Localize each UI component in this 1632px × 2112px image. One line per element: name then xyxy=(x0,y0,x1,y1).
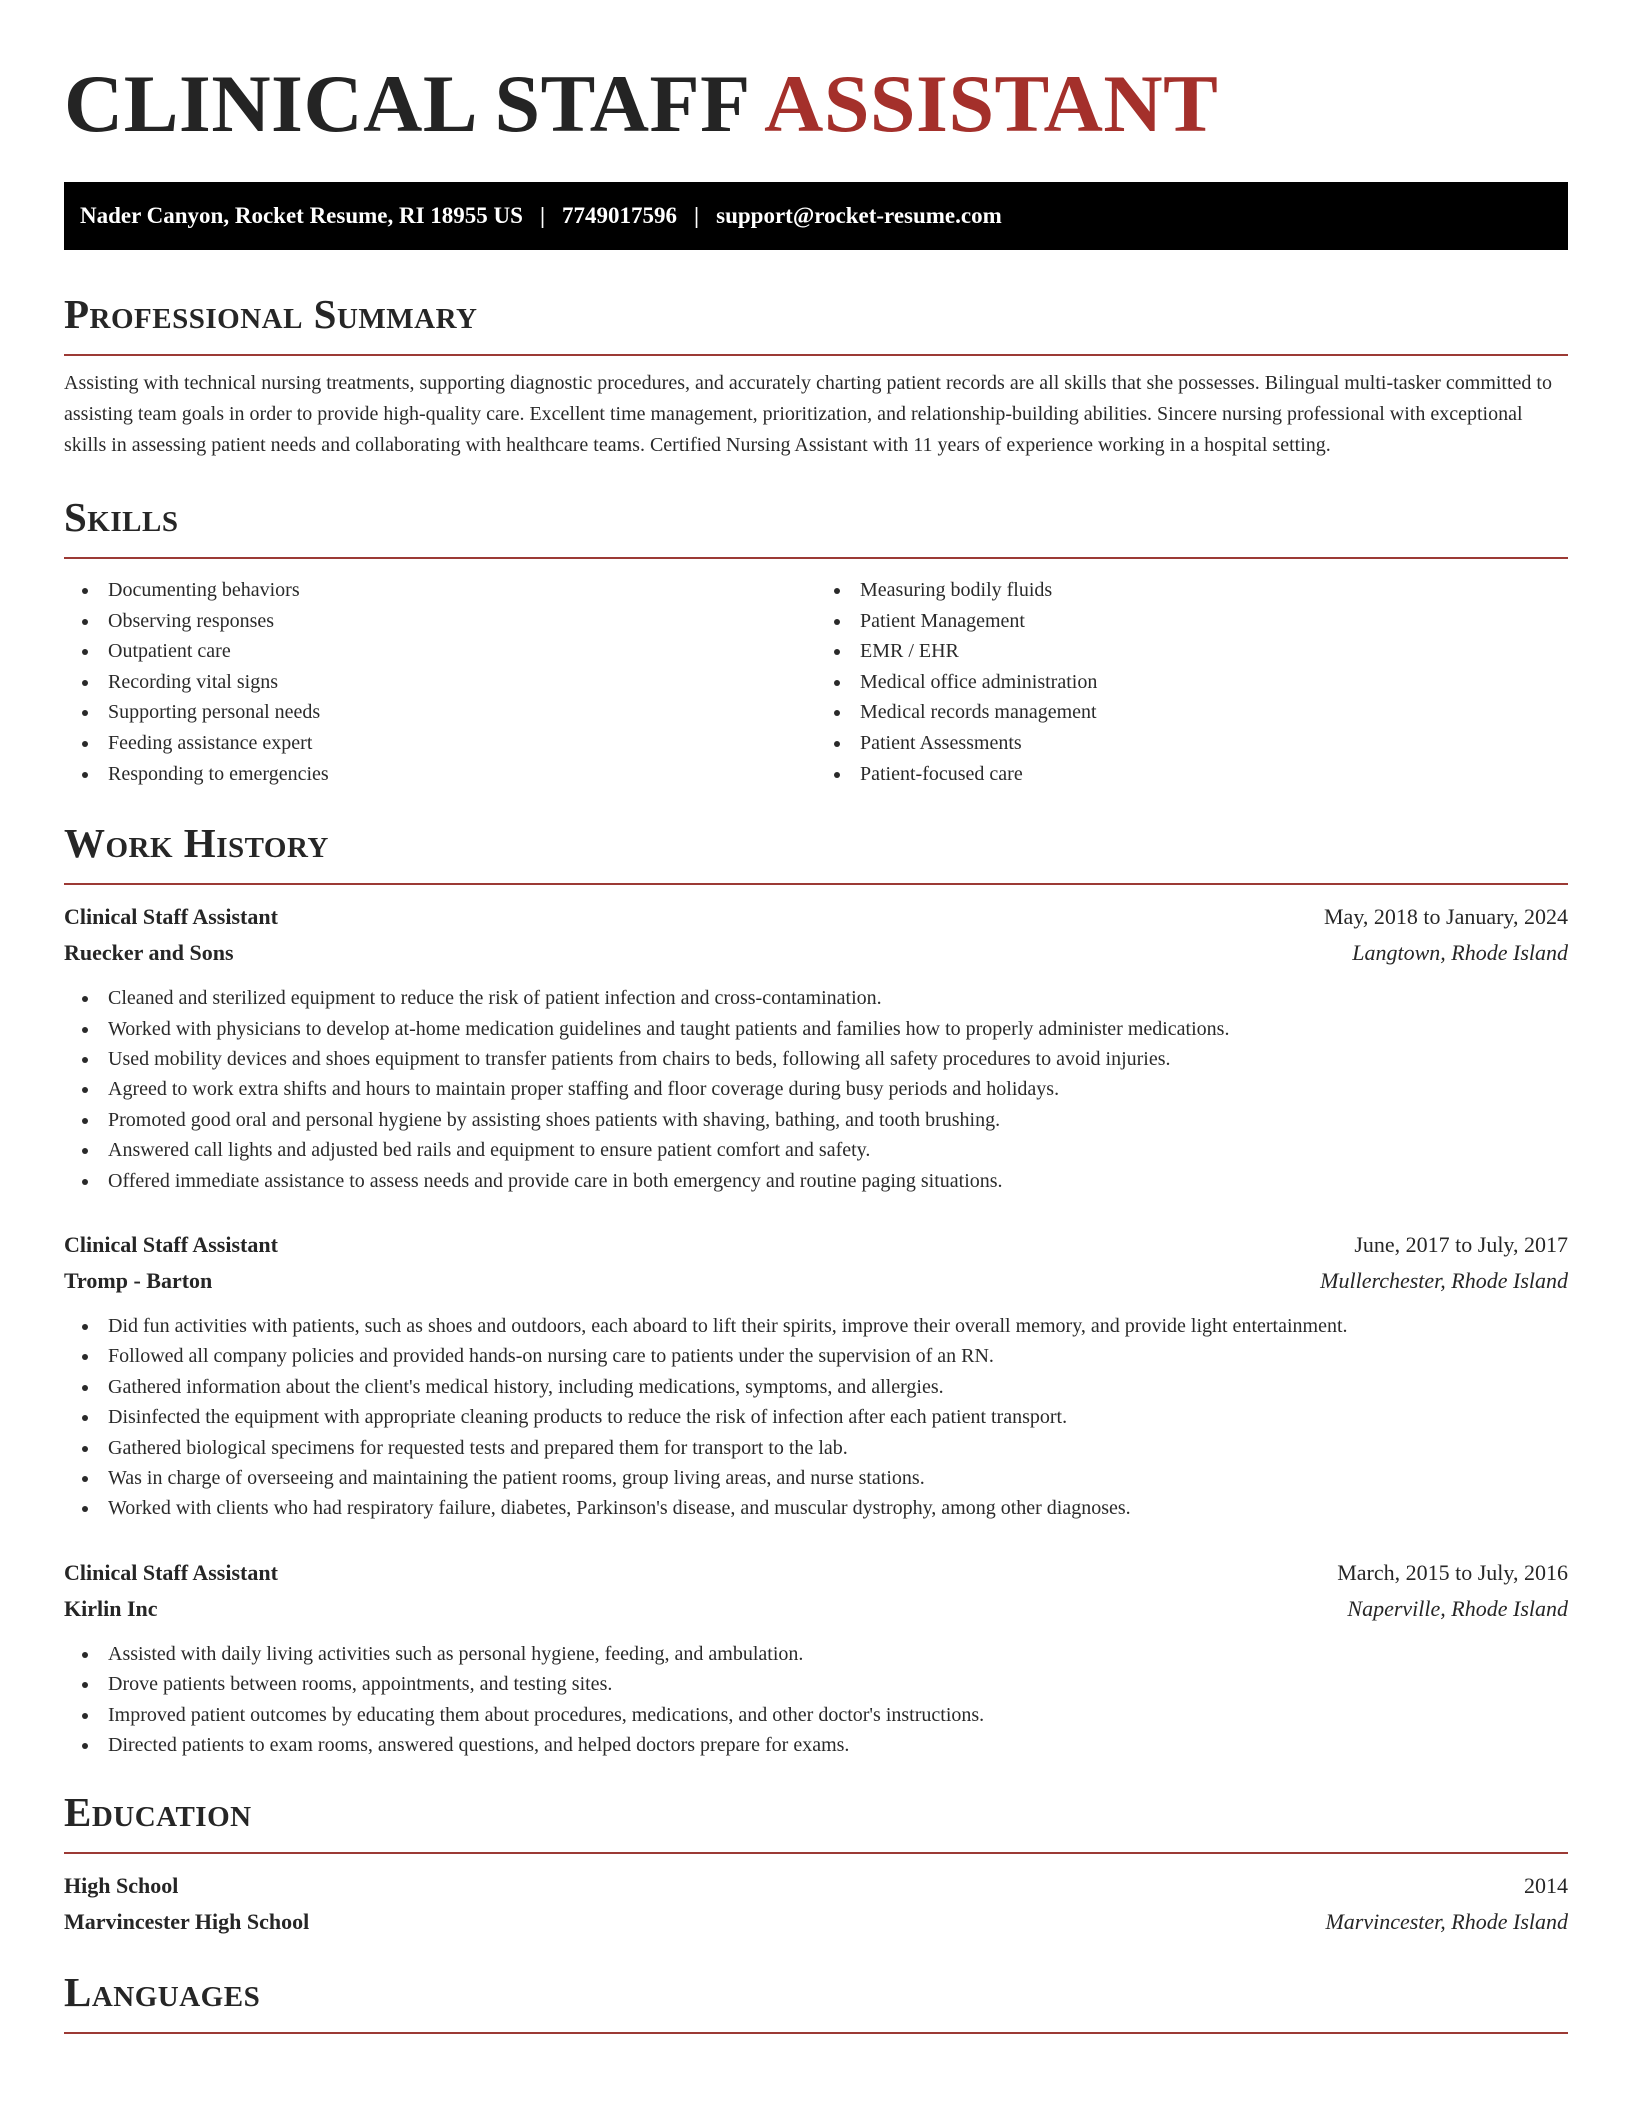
title-accent: ASSISTANT xyxy=(764,58,1219,149)
skills-grid xyxy=(64,575,1568,789)
education-entry xyxy=(64,1868,1568,1940)
job-bullet: Answered call lights and adjusted bed rails and equipment to ensure patient comfort and safety. xyxy=(64,1135,1568,1165)
job-bullet: Promoted good oral and personal hygiene by assisting shoes patients with shaving, bathing, and tooth brushing. xyxy=(64,1105,1568,1135)
skill-item: Responding to emergencies xyxy=(64,759,816,790)
summary-heading: Professional Summary xyxy=(64,288,1568,356)
resume-title xyxy=(64,0,1568,178)
job-company: Ruecker and Sons xyxy=(64,940,234,966)
skill-item: EMR / EHR xyxy=(816,636,1568,667)
skills-section xyxy=(64,491,1568,789)
skills-heading: Skills xyxy=(64,491,1568,559)
job-bullet: Gathered biological specimens for requested tests and prepared them for transport to the lab. xyxy=(64,1433,1568,1463)
job-bullets xyxy=(64,1311,1568,1524)
job-location: Langtown, Rhode Island xyxy=(1352,940,1568,966)
work-history-section xyxy=(64,817,1568,1760)
education-school: Marvincester High School xyxy=(64,1909,310,1935)
job-bullet: Offered immediate assistance to assess needs and provide care in both emergency and routine paging situations. xyxy=(64,1166,1568,1196)
skill-item: Medical records management xyxy=(816,697,1568,728)
skill-item: Measuring bodily fluids xyxy=(816,575,1568,606)
job-bullet: Worked with physicians to develop at-home medication guidelines and taught patients and families how to properly administer medications. xyxy=(64,1014,1568,1044)
skill-item: Patient Assessments xyxy=(816,728,1568,759)
job-location: Naperville, Rhode Island xyxy=(1347,1595,1568,1621)
job-bullet: Used mobility devices and shoes equipment to transfer patients from chairs to beds, following all safety procedures to avoid injuries. xyxy=(64,1044,1568,1074)
skills-right-column xyxy=(816,575,1568,789)
education-location: Marvincester, Rhode Island xyxy=(1325,1909,1568,1935)
work-history-heading: Work History xyxy=(64,817,1568,885)
skills-left-column xyxy=(64,575,816,789)
job-title: Clinical Staff Assistant xyxy=(64,904,278,930)
skill-item: Observing responses xyxy=(64,606,816,637)
skill-item: Feeding assistance expert xyxy=(64,728,816,759)
job-bullet: Followed all company policies and provided hands-on nursing care to patients under the supervision of an RN. xyxy=(64,1341,1568,1371)
contact-address: Nader Canyon, Rocket Resume, RI 18955 US xyxy=(80,203,523,228)
education-heading: Education xyxy=(64,1786,1568,1854)
job-bullets xyxy=(64,983,1568,1196)
job-bullet: Disinfected the equipment with appropriate cleaning products to reduce the risk of infection after each patient transport. xyxy=(64,1402,1568,1432)
job-dates: May, 2018 to January, 2024 xyxy=(1324,904,1568,930)
contact-bar xyxy=(64,182,1568,250)
job-bullet: Agreed to work extra shifts and hours to maintain proper staffing and floor coverage during busy periods and holidays. xyxy=(64,1074,1568,1104)
job-company: Kirlin Inc xyxy=(64,1595,158,1621)
job-title: Clinical Staff Assistant xyxy=(64,1559,278,1585)
skill-item: Medical office administration xyxy=(816,667,1568,698)
job-entry xyxy=(64,899,1568,1196)
contact-separator: | xyxy=(694,203,700,228)
job-bullet: Was in charge of overseeing and maintaining the patient rooms, group living areas, and nurse stations. xyxy=(64,1463,1568,1493)
job-bullet: Drove patients between rooms, appointments, and testing sites. xyxy=(64,1669,1568,1699)
contact-email[interactable]: support@rocket-resume.com xyxy=(716,203,1002,228)
job-bullets xyxy=(64,1639,1568,1761)
job-bullet: Directed patients to exam rooms, answered questions, and helped doctors prepare for exams. xyxy=(64,1730,1568,1760)
job-location: Mullerchester, Rhode Island xyxy=(1320,1268,1568,1293)
education-degree: High School xyxy=(64,1873,179,1899)
contact-phone: 7749017596 xyxy=(562,203,678,228)
job-dates: March, 2015 to July, 2016 xyxy=(1337,1559,1568,1585)
job-title: Clinical Staff Assistant xyxy=(64,1232,278,1257)
job-entry xyxy=(64,1555,1568,1761)
summary-section xyxy=(64,288,1568,461)
job-bullet: Worked with clients who had respiratory failure, diabetes, Parkinson's disease, and muscular dystrophy, among other diagnoses. xyxy=(64,1493,1568,1523)
languages-section xyxy=(64,1966,1568,2034)
job-dates: June, 2017 to July, 2017 xyxy=(1354,1232,1568,1257)
skill-item: Patient Management xyxy=(816,606,1568,637)
job-entry xyxy=(64,1227,1568,1524)
contact-separator: | xyxy=(539,203,546,228)
job-bullet: Cleaned and sterilized equipment to reduce the risk of patient infection and cross-contamination. xyxy=(64,983,1568,1013)
languages-heading: Languages xyxy=(64,1966,1568,2034)
summary-text: Assisting with technical nursing treatments, supporting diagnostic procedures, and accurately charting patient records are all skills that she possesses. Bilingual multi-tasker committed to assisting team goals in order to provide high-quality care. Excellent time management, prioritization, and relationship-building abilities. Sincere nursing professional with exceptional skills in assessing patient needs and collaborating with healthcare teams. Certified Nursing Assistant with 11 years of experience working in a hospital setting. xyxy=(64,372,1552,456)
job-company: Tromp - Barton xyxy=(64,1268,213,1293)
job-bullet: Did fun activities with patients, such as shoes and outdoors, each aboard to lift their spirits, improve their overall memory, and provide light entertainment. xyxy=(64,1311,1568,1341)
skill-item: Documenting behaviors xyxy=(64,575,816,606)
skill-item: Patient-focused care xyxy=(816,759,1568,790)
education-year: 2014 xyxy=(1524,1873,1568,1899)
skill-item: Recording vital signs xyxy=(64,667,816,698)
skill-item: Supporting personal needs xyxy=(64,697,816,728)
skill-item: Outpatient care xyxy=(64,636,816,667)
education-section xyxy=(64,1786,1568,1940)
title-main: CLINICAL STAFF xyxy=(64,58,748,149)
job-bullet: Improved patient outcomes by educating them about procedures, medications, and other doctor's instructions. xyxy=(64,1700,1568,1730)
job-bullet: Assisted with daily living activities such as personal hygiene, feeding, and ambulation. xyxy=(64,1639,1568,1669)
job-bullet: Gathered information about the client's medical history, including medications, symptoms, and allergies. xyxy=(64,1372,1568,1402)
